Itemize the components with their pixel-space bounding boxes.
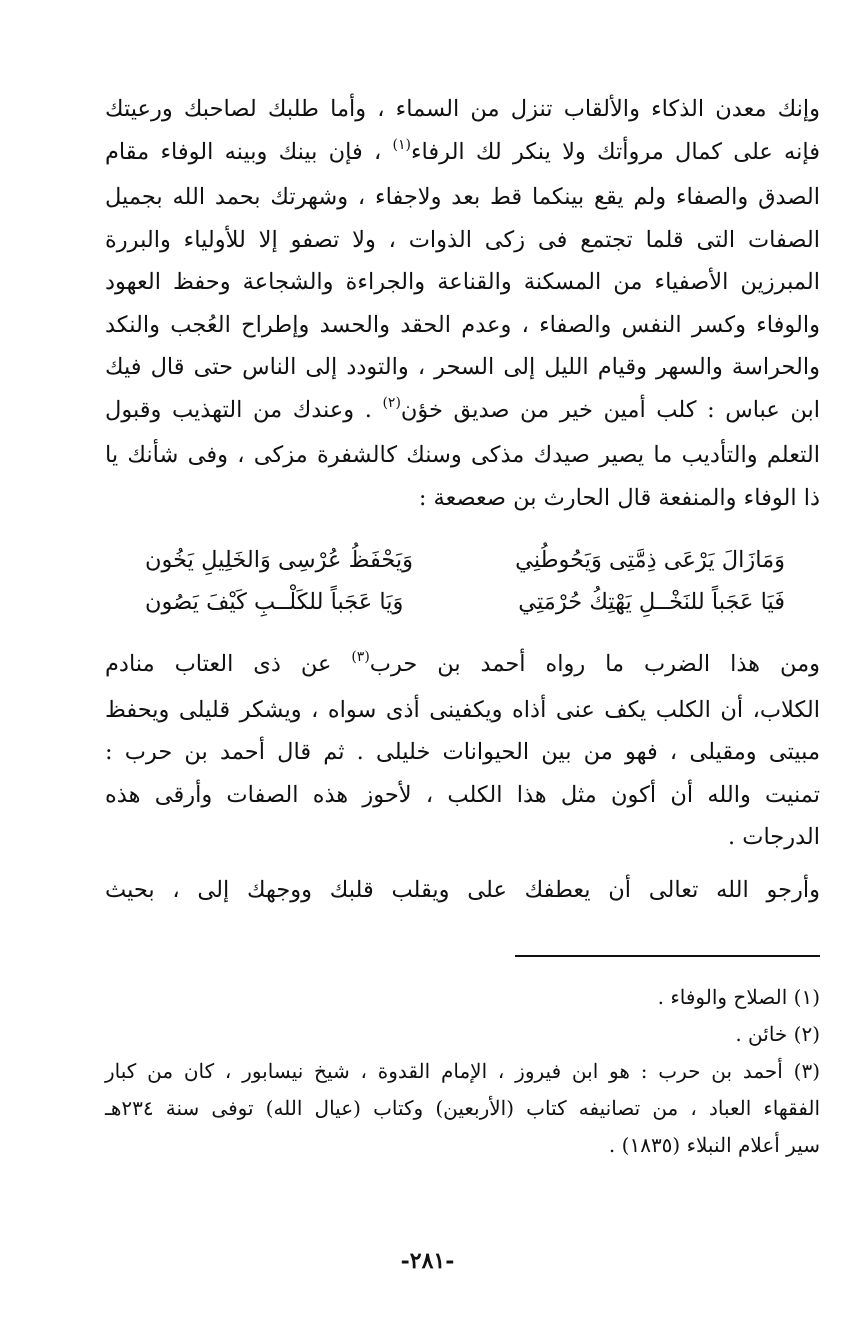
page-body: [105, 88, 820, 1164]
body-text: عن ذى العتاب منادم: [105, 651, 332, 677]
body-line: وإنك معدن الذكاء والألقاب تنزل من السماء ، وأما طلبك لصاحبك ورعيتك: [105, 96, 820, 122]
footnote-ref-3: (٣): [351, 649, 370, 665]
body-line: الدرجات .: [727, 824, 820, 850]
body-line: [105, 389, 820, 435]
verse-first-hemistich: فَيَا عَجَباً للنَخْــلِ يَهْتِكُ حُرْمَتِي: [518, 589, 785, 615]
footnote-3: (٣) أحمد بن حرب : هو ابن فيروز ، الإمام القدوة ، شيخ نيسابور ، كان من كبار: [105, 1059, 820, 1083]
verse-first-hemistich: وَمَازَالَ يَرْعَى ذِمَّتِى وَيَحُوطُنِي: [515, 547, 785, 573]
footnote-3-continued: الفقهاء العباد ، من تصانيفه كتاب (الأربعين) وكتاب (عيال الله) توفى سنة ٢٣٤هـ: [105, 1096, 820, 1120]
poem-verse: [145, 581, 785, 623]
body-text: فإنه على كمال مروأتك ولا ينكر لك الرفاء: [410, 138, 820, 165]
footnote-ref-2: (٢): [382, 394, 401, 411]
footnote-1: (١) الصلاح والوفاء .: [657, 985, 820, 1009]
body-line: التعلم والتأديب ما يصير صيدك مذكى وسنك كالشفرة مزكى ، وفى شأنك يا: [105, 442, 820, 468]
footnote-2: (٢) خائن .: [735, 1022, 820, 1046]
body-line: وأرجو الله تعالى أن يعطفك على ويقلب قلبك ووجهك إلى ، بحيث: [105, 876, 820, 903]
body-line: الصفات التى قلما تجتمع فى زكى الذوات ، ولا تصفو إلا للأولياء والبررة: [105, 226, 820, 253]
body-line: [105, 131, 820, 177]
body-line: مبيتى ومقيلى ، فهو من بين الحيوانات خليلى . ثم قال أحمد بن حرب :: [105, 739, 820, 765]
body-text: . وعندك من التهذيب وقبول: [105, 396, 372, 423]
page-number: -٢٨١-: [400, 1248, 455, 1274]
body-line: الصدق والصفاء ولم يقع بينكما قط بعد ولاجفاء ، وشهرتك بحمد الله بجميل: [105, 184, 820, 210]
verse-second-hemistich: وَيَا عَجَباً للكَلْــبِ كَيْفَ يَصُون: [145, 589, 404, 615]
body-text: ابن عباس : كلب أمين خير من صديق خؤن: [400, 396, 820, 423]
footnote-divider: [515, 955, 820, 957]
footnote-ref-1: (١): [392, 136, 411, 153]
body-line: والوفاء وكسر النفس والصفاء ، وعدم الحقد والحسد وإطراح العُجب والنكد: [105, 311, 820, 338]
body-text: ، فإن بينك وبينه الوفاء مقام: [105, 138, 382, 165]
body-line: تمنيت والله أن أكون مثل هذا الكلب ، لأحوز هذه الصفات وأرقى هذه: [105, 781, 820, 808]
body-line: والحراسة والسهر وقيام الليل إلى السحر ، والتودد إلى الناس حتى قال فيك: [105, 354, 820, 380]
body-line: الكلاب، أن الكلب يكف عنى أذاه ويكفينى أذى سواه ، ويشكر قليلى ويحفظ: [105, 696, 820, 723]
body-text: ومن هذا الضرب ما رواه أحمد بن حرب: [369, 651, 820, 677]
body-line: ذا الوفاء والمنفعة قال الحارث بن صعصعة :: [418, 484, 820, 511]
poem-verse: [145, 539, 785, 581]
body-line: المبرزين الأصفياء من المسكنة والقناعة والجراءة والشجاعة وحفظ العهود: [105, 269, 820, 295]
verse-second-hemistich: وَيَحْفَظُ عُرْسِى وَالخَلِيلِ يَخُون: [145, 547, 414, 573]
footnote-3-continued: سير أعلام النبلاء (١٨٣٥) .: [608, 1133, 820, 1157]
body-line: [105, 643, 820, 689]
